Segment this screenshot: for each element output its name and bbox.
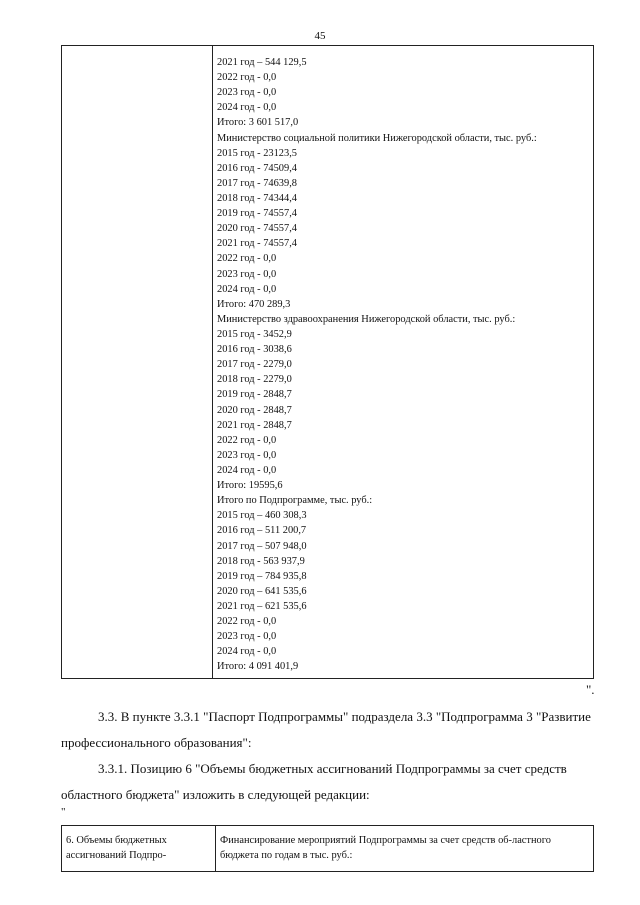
table-line: Итого: 470 289,3 [217, 298, 291, 310]
table-line: 2015 год - 3452,9 [217, 329, 292, 340]
table-line: 2021 год - 74557,4 [217, 238, 297, 250]
table-line: 2024 год - 0,0 [217, 283, 277, 295]
table-line: 2019 год - 2848,7 [217, 389, 292, 401]
position-6-value-cell: Финансирование мероприятий Подпрограммы за счет средств об-ластного бюджета по годам в тыс. руб.: [220, 835, 551, 861]
position-6-table [61, 825, 594, 872]
table-line: 2022 год - 0,0 [217, 434, 277, 446]
table-line: 2024 год - 0,0 [217, 102, 277, 114]
position-6-label-cell: 6. Объемы бюджетных ассигнований Подпро- [66, 835, 167, 861]
amendment-paragraph-3-3-1: 3.3.1. Позицию 6 "Объемы бюджетных ассигнований Подпрограммы за счет средств областного бюджета" изложить в следующей редакции: [61, 761, 567, 802]
table-column-divider [212, 46, 213, 678]
page-number: 45 [314, 30, 326, 42]
table-line: 2024 год - 0,0 [217, 464, 277, 476]
table-line: Итого по Подпрограмме, тыс. руб.: [217, 495, 373, 507]
table-line: 2021 год - 2848,7 [217, 419, 292, 431]
opening-quote: " [61, 806, 66, 818]
table-line: 2024 год - 0,0 [217, 646, 277, 658]
table-line: 2020 год - 2848,7 [217, 404, 292, 416]
table-line: 2018 год - 2279,0 [217, 374, 292, 386]
closing-quote: ". [586, 682, 595, 697]
table-line: 2017 год - 2279,0 [217, 359, 292, 371]
table-line: 2019 год - 74557,4 [217, 208, 297, 220]
amendment-paragraph-3-3: 3.3. В пункте 3.3.1 "Паспорт Подпрограммы" подраздела 3.3 "Подпрограмма 3 "Развитие профессионального образования": [61, 709, 591, 750]
table-line: 2016 год - 3038,6 [217, 344, 292, 356]
table-line: Министерство социальной политики Нижегородской области, тыс. руб.: [217, 132, 537, 144]
table-line: 2017 год - 74639,8 [217, 177, 297, 189]
table-line: 2020 год – 641 535,6 [217, 585, 307, 597]
funding-table [61, 45, 594, 679]
table-line: 2023 год - 0,0 [217, 268, 277, 280]
table-line: 2021 год – 544 129,5 [217, 57, 307, 68]
table-line: 2022 год - 0,0 [217, 72, 277, 84]
funding-table-values [217, 55, 592, 675]
table-line: Итого: 4 091 401,9 [217, 661, 299, 673]
table-column-divider [215, 826, 216, 871]
table-line: 2022 год - 0,0 [217, 253, 277, 265]
table-line: 2022 год - 0,0 [217, 616, 277, 628]
table-line: 2023 год - 0,0 [217, 87, 277, 99]
table-line: Итого: 3 601 517,0 [217, 117, 299, 129]
table-line: 2023 год - 0,0 [217, 631, 277, 643]
table-line: 2018 год - 563 937,9 [217, 555, 305, 567]
table-line: 2016 год - 74509,4 [217, 162, 297, 174]
table-line: 2021 год – 621 535,6 [217, 600, 307, 612]
table-line: Итого: 19595,6 [217, 480, 283, 492]
table-line: 2015 год - 23123,5 [217, 147, 297, 159]
table-line: 2020 год - 74557,4 [217, 223, 297, 235]
table-line: 2023 год - 0,0 [217, 449, 277, 461]
table-line: 2018 год - 74344,4 [217, 193, 297, 204]
table-line: Министерство здравоохранения Нижегородской области, тыс. руб.: [217, 313, 516, 325]
table-line: 2016 год – 511 200,7 [217, 525, 307, 537]
table-line: 2015 год – 460 308,3 [217, 510, 307, 522]
table-line: 2017 год – 507 948,0 [217, 540, 307, 552]
table-line: 2019 год – 784 935,8 [217, 570, 307, 582]
